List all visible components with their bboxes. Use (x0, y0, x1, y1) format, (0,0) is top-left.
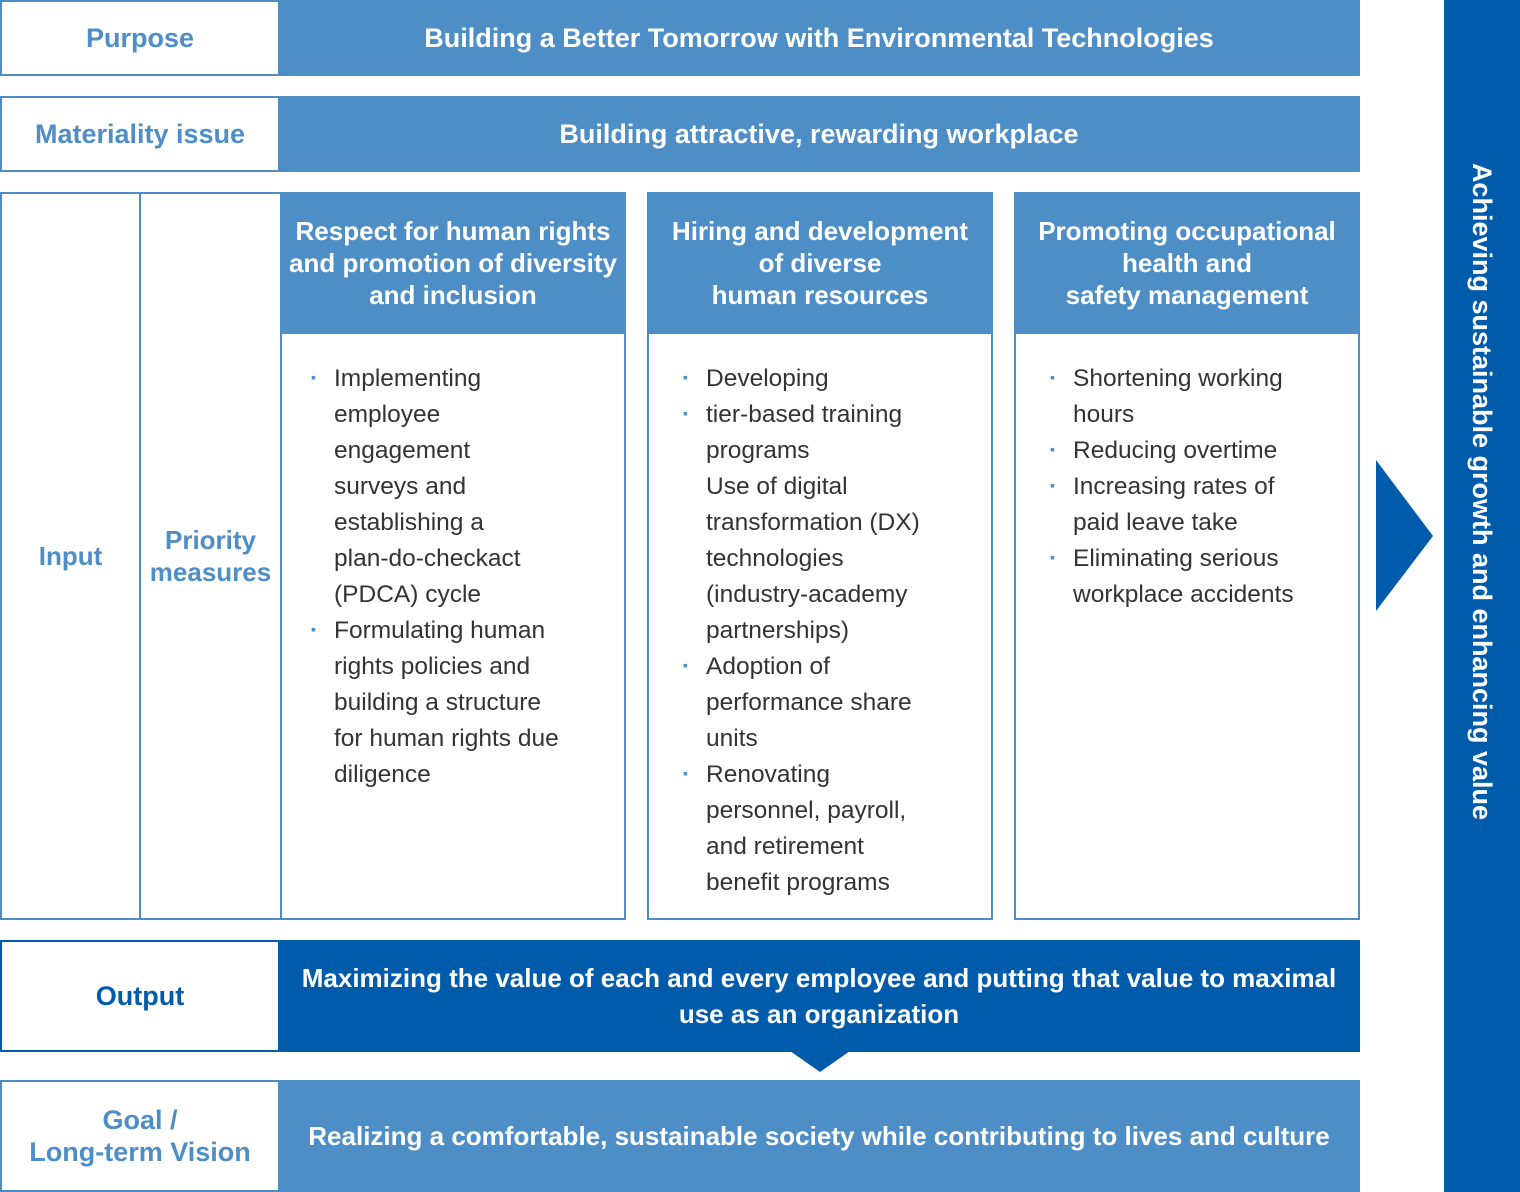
list-item: for human rights due (334, 725, 559, 752)
column-3-title-line: Promoting occupational (1038, 216, 1336, 246)
list-item: · Developing (682, 361, 920, 397)
list-item: · Shortening working (1049, 361, 1294, 397)
list-item: building a structure (334, 689, 542, 716)
list-item: employee (334, 401, 441, 428)
purpose-bar (278, 0, 1360, 76)
column-2-title-line: of diverse (758, 248, 882, 278)
list-item: (PDCA) cycle (334, 581, 482, 608)
list-item: hours (1073, 401, 1135, 428)
column-1-title-line: and inclusion (369, 280, 537, 310)
column-1-header (280, 192, 626, 334)
goal-label-line-1: Goal / (102, 1105, 178, 1135)
list-item: · tier-based training (682, 397, 920, 433)
output-label-text: Output (95, 981, 185, 1011)
side-banner-text: Achieving sustainable growth and enhancing value (1467, 162, 1498, 820)
list-item: diligence (334, 761, 431, 788)
list-item: and retirement (706, 833, 864, 860)
list-item: · Renovating (682, 757, 920, 793)
goal-label (0, 1080, 280, 1192)
goal-bar (278, 1080, 1360, 1192)
materiality-bar (278, 96, 1360, 172)
column-3-title-line: health and (1121, 248, 1252, 278)
list-item: Use of digital (706, 473, 848, 500)
goal-text: Realizing a comfortable, sustainable society while contributing to lives and culture (308, 1121, 1330, 1151)
column-3-list (1049, 361, 1294, 613)
side-banner (1444, 0, 1520, 1192)
input-label (0, 192, 141, 920)
column-3-title-line: safety management (1065, 280, 1309, 310)
column-2-list (682, 361, 920, 901)
materiality-label (0, 96, 280, 172)
column-1-body (280, 334, 626, 920)
goal-label-line-2: Long-term Vision (29, 1137, 251, 1167)
list-item: · Increasing rates of (1049, 469, 1294, 505)
column-2-title-line: Hiring and development (671, 216, 969, 246)
priority-measures-line-1: Priority (164, 525, 257, 555)
list-item: performance share (706, 689, 912, 716)
column-3-header (1014, 192, 1360, 334)
list-item: units (706, 725, 758, 752)
list-item: surveys and (334, 473, 467, 500)
priority-measures-label (139, 192, 282, 920)
materiality-text: Building attractive, rewarding workplace (559, 119, 1079, 149)
output-text-line-1: Maximizing the value of each and every employee and putting that value to maximal (301, 963, 1337, 993)
column-1-list (310, 361, 559, 793)
list-item: · Adoption of (682, 649, 920, 685)
list-item: workplace accidents (1073, 581, 1294, 608)
priority-measures-line-2: measures (149, 557, 272, 587)
list-item: · Reducing overtime (1049, 433, 1294, 469)
list-item: · Eliminating serious (1049, 541, 1294, 577)
output-text-line-2: use as an organization (678, 999, 960, 1029)
purpose-label-text: Purpose (85, 23, 195, 53)
output-label (0, 940, 280, 1052)
list-item: personnel, payroll, (706, 797, 907, 824)
list-item: rights policies and (334, 653, 531, 680)
list-item: partnerships) (706, 617, 849, 644)
list-item: programs (706, 437, 810, 464)
list-item: engagement (334, 437, 471, 464)
list-item: · Formulating human (310, 613, 559, 649)
output-down-arrow-icon (790, 1051, 850, 1073)
column-2-header (647, 192, 993, 334)
column-1-title-line: and promotion of diversity (289, 248, 617, 278)
list-item: benefit programs (706, 869, 890, 896)
column-2-body (647, 334, 993, 920)
list-item: establishing a (334, 509, 484, 536)
materiality-label-text: Materiality issue (34, 119, 246, 149)
list-item: (industry-academy (706, 581, 908, 608)
input-label-text: Input (38, 541, 103, 571)
column-3-body (1014, 334, 1360, 920)
list-item: transformation (DX) (706, 509, 920, 536)
column-1-title-line: Respect for human rights (295, 216, 611, 246)
purpose-text: Building a Better Tomorrow with Environmental Technologies (424, 23, 1214, 53)
list-item: paid leave take (1073, 509, 1238, 536)
output-bar (278, 940, 1360, 1052)
right-arrow-icon (1376, 460, 1434, 612)
purpose-label (0, 0, 280, 76)
list-item: · Implementing (310, 361, 559, 397)
list-item: plan-do-checkact (334, 545, 521, 572)
list-item: technologies (706, 545, 844, 572)
column-2-title-line: human resources (711, 280, 929, 310)
